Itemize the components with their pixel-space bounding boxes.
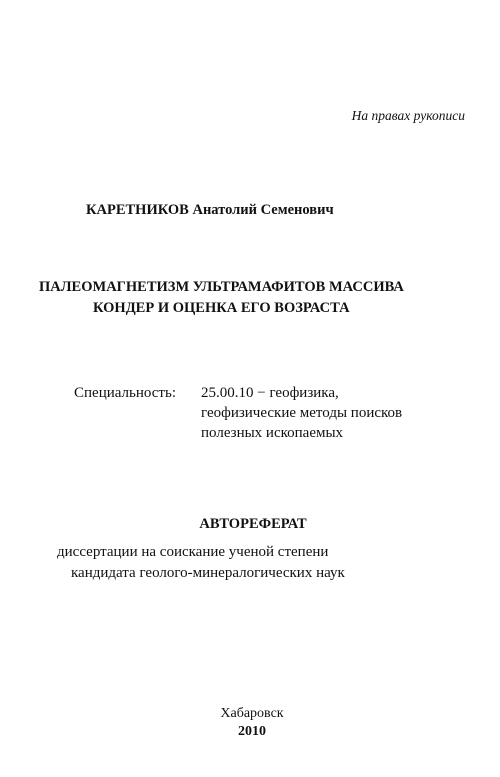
- author-name: [86, 202, 334, 219]
- abstract-line-1: диссертации на соискание ученой степени: [57, 544, 329, 560]
- author-given-names: Анатолий Семенович: [192, 202, 334, 218]
- title-line-1: ПАЛЕОМАГНЕТИЗМ УЛЬТРАМАФИТОВ МАССИВА: [39, 279, 404, 295]
- abstract-line-2: кандидата геолого-минералогических наук: [71, 565, 345, 581]
- year: 2010: [238, 724, 266, 739]
- title-line-2: КОНДЕР И ОЦЕНКА ЕГО ВОЗРАСТА: [93, 300, 350, 316]
- abstract-heading: АВТОРЕФЕРАТ: [199, 516, 307, 532]
- specialty-continuation-2: полезных ископаемых: [201, 425, 344, 441]
- specialty-continuation-1: геофизические методы поисков: [201, 405, 403, 421]
- city: Хабаровск: [220, 706, 284, 721]
- rights-note: На правах рукописи: [351, 108, 465, 123]
- specialty-label: Специальность:: [74, 385, 176, 401]
- specialty-value: 25.00.10 − геофизика,: [201, 385, 339, 401]
- author-surname: КАРЕТНИКОВ: [86, 202, 189, 218]
